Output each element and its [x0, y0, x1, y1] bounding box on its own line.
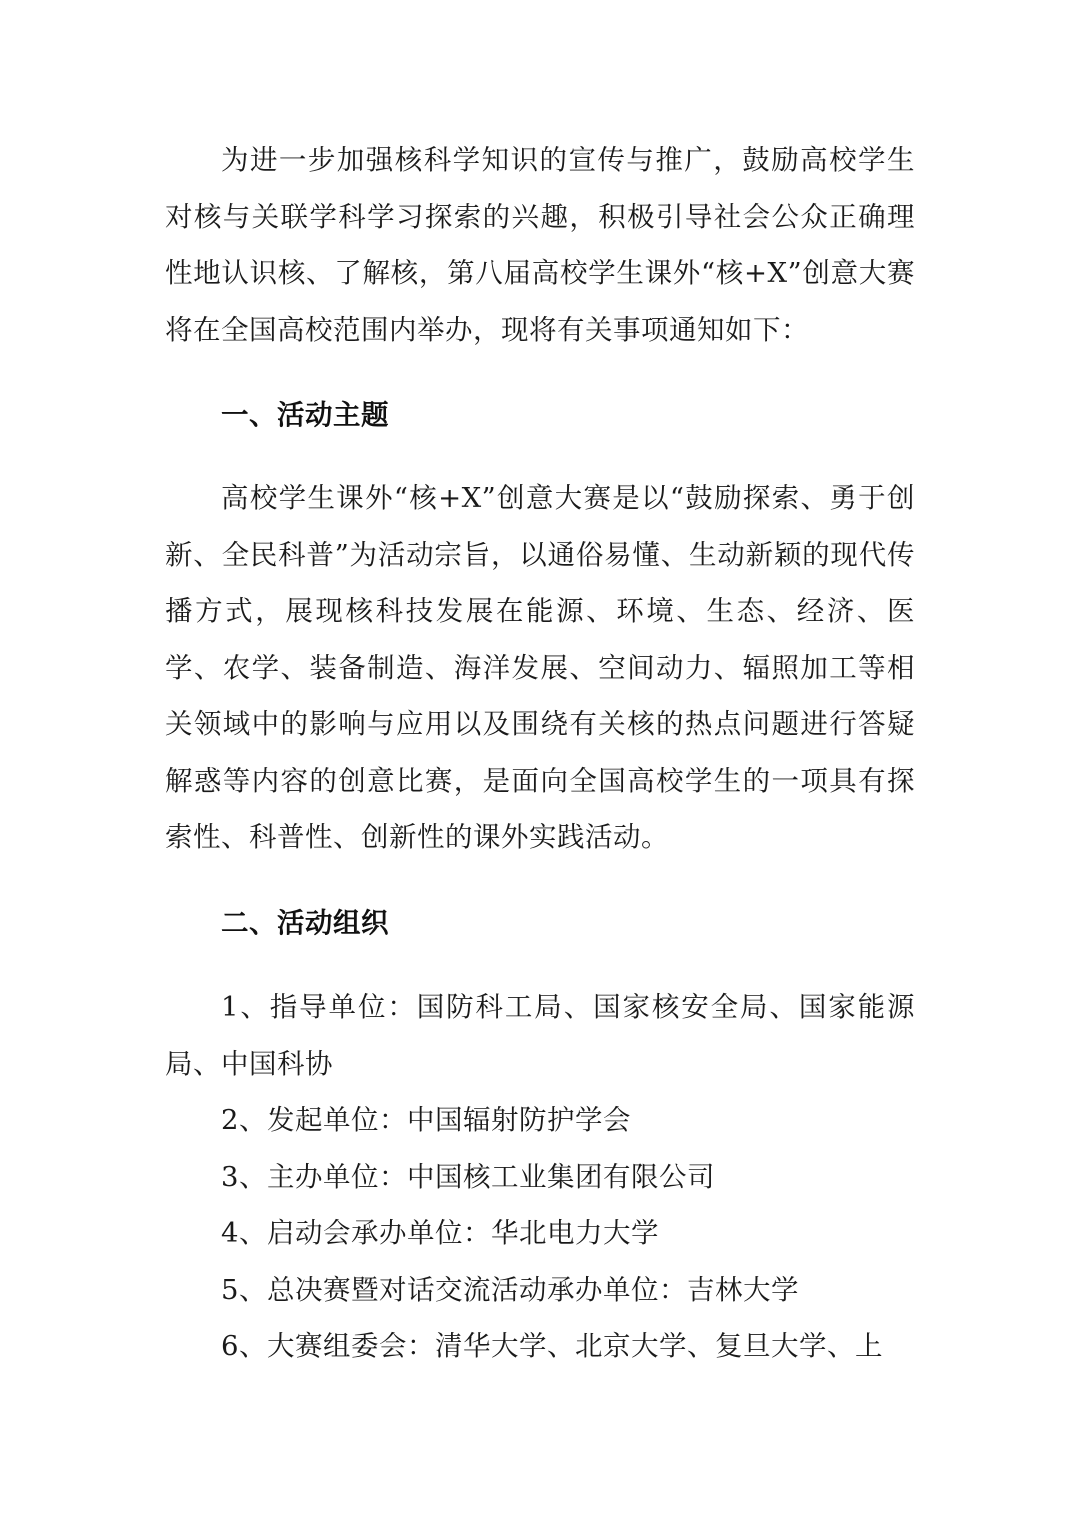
section-heading-organization: 二、活动组织	[221, 907, 389, 939]
theme-paragraph: 高校学生课外“核+X”创意大赛是以“鼓励探索、勇于创新、全民科普”为活动宗旨，以通俗易懂、生动新颖的现代传播方式，展现核科技发展在能源、环境、生态、经济、医学、农学、装备制造、海洋发展、空间动力、辐照加工等相关领域中的影响与应用以及围绕有关核的热点问题进行答疑解惑等内容的创意比赛，是面向全国高校学生的一项具有探索性、科普性、创新性的课外实践活动。	[165, 482, 915, 853]
org-item-host: 3、主办单位：中国核工业集团有限公司	[221, 1161, 715, 1193]
org-item-initiator: 2、发起单位：中国辐射防护学会	[221, 1104, 631, 1136]
org-item-guidance: 1、指导单位：国防科工局、国家核安全局、国家能源局、中国科协	[165, 991, 915, 1080]
org-item-final-organizer: 5、总决赛暨对话交流活动承办单位：吉林大学	[221, 1274, 799, 1306]
section-heading-theme: 一、活动主题	[221, 399, 389, 431]
intro-paragraph: 为进一步加强核科学知识的宣传与推广，鼓励高校学生对核与关联学科学习探索的兴趣，积极引导社会公众正确理性地认识核、了解核，第八届高校学生课外“核+X”创意大赛将在全国高校范围内举办，现将有关事项通知如下：	[165, 144, 915, 346]
org-item-launch-organizer: 4、启动会承办单位：华北电力大学	[221, 1217, 659, 1249]
org-item-committee: 6、大赛组委会：清华大学、北京大学、复旦大学、上	[221, 1330, 883, 1362]
